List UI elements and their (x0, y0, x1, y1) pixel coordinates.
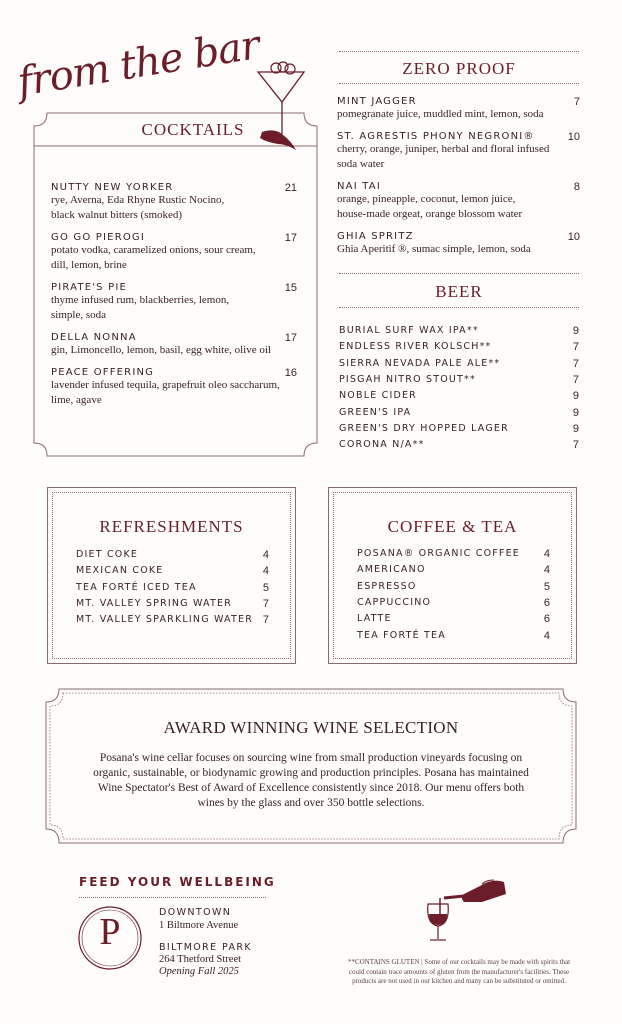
biltmore-address: 264 Thetford Street (159, 954, 242, 965)
cocktail-item (51, 282, 297, 322)
item-description: gin, Limoncello, lemon, basil, egg white, olive oil (51, 344, 271, 356)
wine-line: organic, sustainable, or biodynamic growing and production principles. Posana has maintained (93, 767, 529, 779)
coffee-tea-item (357, 581, 550, 592)
row-name: SIERRA NEVADA PALE ALE** (339, 357, 501, 369)
footer-rule (79, 897, 266, 898)
item-price: 8 (573, 181, 580, 193)
wine-title: AWARD WINNING WINE SELECTION (163, 718, 459, 737)
coffee-tea-item (357, 613, 550, 624)
biltmore-opening: Opening Fall 2025 (159, 966, 239, 977)
row-price: 7 (572, 373, 579, 386)
feed-your-wellbeing: FEED YOUR WELLBEING (79, 875, 276, 889)
refreshment-item (76, 598, 269, 609)
row-price: 9 (572, 422, 579, 435)
item-price: 16 (284, 367, 297, 379)
wine-pour-icon (420, 876, 516, 946)
zero-proof-item (337, 231, 580, 257)
row-name: PISGAH NITRO STOUT** (339, 373, 476, 385)
item-price: 7 (573, 96, 580, 108)
wine-line: Wine Spectator's Best of Award of Excellence consistently since 2018. Our menu offers both (97, 782, 525, 794)
item-name: GHIA SPRITZ (337, 231, 414, 242)
beer-item (339, 374, 579, 385)
row-name: GREEN'S DRY HOPPED LAGER (339, 422, 509, 434)
row-name: GREEN'S IPA (339, 406, 412, 418)
row-name: MT. VALLEY SPRING WATER (76, 597, 233, 609)
item-price: 10 (567, 131, 580, 143)
row-name: POSANA® ORGANIC COFFEE (357, 548, 520, 559)
refreshment-item (76, 614, 269, 625)
item-price: 21 (284, 182, 297, 194)
row-price: 5 (543, 580, 550, 593)
downtown-address: 1 Biltmore Avenue (159, 920, 239, 931)
wine-line: wines by the glass and over 350 bottle selections. (197, 797, 425, 809)
item-description: potato vodka, caramelized onions, sour cream, (51, 244, 256, 256)
biltmore-label: BILTMORE PARK (159, 942, 253, 953)
row-name: DIET COKE (76, 549, 139, 560)
beer-item (339, 325, 579, 336)
wine-line: Posana's wine cellar focuses on sourcing wine from small production vineyards focusing on (99, 752, 523, 764)
item-name: NUTTY NEW YORKER (51, 182, 174, 193)
row-name: ENDLESS RIVER KOLSCH** (339, 341, 492, 353)
item-price: 10 (567, 231, 580, 243)
row-name: ESPRESSO (357, 580, 417, 592)
item-description: black walnut bitters (smoked) (51, 208, 183, 221)
wine-description (90, 751, 532, 811)
row-name: BURIAL SURF WAX IPA** (339, 325, 479, 336)
item-name: MINT JAGGER (337, 96, 417, 107)
gluten-note: **CONTAINS GLUTEN | Some of our cocktails may be made with spirits that could contain trace amounts of gluten from the manufacturer's facilities. These products are not used in our kitchen and many can be substituted or omitted. (347, 958, 571, 985)
zero-proof-top-rule (339, 51, 579, 52)
beer-top-rule (339, 273, 579, 274)
row-name: LATTE (357, 613, 392, 625)
coffee-tea-item (357, 630, 550, 641)
coffee-tea-item (357, 548, 550, 559)
row-name: CORONA N/A** (339, 439, 425, 451)
row-price: 7 (572, 357, 579, 370)
item-price: 17 (284, 332, 297, 344)
coffee-tea-item (357, 564, 550, 575)
cocktail-item (51, 232, 297, 272)
item-name: PIRATE'S PIE (51, 282, 127, 293)
row-name: MT. VALLEY SPARKLING WATER (76, 614, 254, 626)
item-description: lime, agave (51, 393, 102, 406)
row-name: TEA FORTÉ TEA (357, 629, 446, 641)
coffee-tea-title: COFFEE & TEA (387, 517, 518, 536)
row-price: 6 (543, 613, 550, 626)
zero-proof-item (337, 181, 580, 221)
beer-item (339, 358, 579, 369)
row-price: 4 (262, 549, 269, 561)
row-price: 7 (572, 439, 579, 452)
row-name: TEA FORTÉ ICED TEA (76, 581, 197, 593)
row-price: 7 (572, 341, 579, 354)
item-description: rye, Averna, Eda Rhyne Rustic Nocino, (51, 194, 225, 206)
item-name: ST. AGRESTIS PHONY NEGRONI® (337, 131, 535, 142)
row-name: NOBLE CIDER (339, 390, 417, 402)
item-description: cherry, orange, juniper, herbal and floral infused (337, 143, 550, 155)
beer-item (339, 390, 579, 401)
beer-bottom-rule (339, 307, 579, 308)
row-price: 7 (262, 597, 269, 610)
logo-letter: P (99, 911, 121, 953)
beer-item (339, 423, 579, 434)
item-name: NAI TAI (337, 181, 381, 192)
beer-item (339, 341, 579, 352)
zero-proof-bottom-rule (339, 83, 579, 84)
row-price: 9 (572, 406, 579, 419)
item-description: orange, pineapple, coconut, lemon juice, (337, 193, 516, 205)
row-price: 7 (262, 614, 269, 627)
zero-proof-item (337, 96, 580, 122)
refreshment-item (76, 549, 269, 560)
downtown-label: DOWNTOWN (159, 907, 232, 918)
cocktails-title: COCKTAILS (141, 120, 245, 139)
item-description: pomegranate juice, muddled mint, lemon, soda (337, 108, 544, 120)
row-price: 5 (262, 581, 269, 594)
row-name: MEXICAN COKE (76, 565, 164, 577)
row-name: CAPPUCCINO (357, 596, 432, 608)
row-price: 4 (543, 548, 550, 560)
item-price: 15 (284, 282, 297, 294)
item-name: PEACE OFFERING (51, 367, 155, 378)
item-description: Ghia Aperitif ®, sumac simple, lemon, soda (337, 243, 531, 255)
cocktail-item (51, 332, 297, 358)
row-price: 9 (572, 325, 579, 337)
item-description: house-made orgeat, orange blossom water (337, 207, 523, 220)
row-name: AMERICANO (357, 564, 426, 576)
item-description: lavender infused tequila, grapefruit oleo saccharum, (51, 379, 280, 391)
cocktail-item (51, 182, 297, 222)
zero-proof-item (337, 131, 580, 171)
cocktail-item (51, 367, 297, 407)
row-price: 4 (543, 564, 550, 577)
row-price: 6 (543, 596, 550, 609)
refreshment-item (76, 565, 269, 576)
item-description: dill, lemon, brine (51, 258, 127, 271)
row-price: 4 (262, 565, 269, 578)
beer-title: BEER (435, 282, 483, 301)
row-price: 9 (572, 390, 579, 403)
item-price: 17 (284, 232, 297, 244)
item-description: thyme infused rum, blackberries, lemon, (51, 294, 230, 306)
refreshment-item (76, 582, 269, 593)
item-name: GO GO PIEROGI (51, 232, 146, 243)
row-price: 4 (543, 629, 550, 642)
item-description: simple, soda (51, 308, 106, 321)
item-description: soda water (337, 157, 385, 170)
refreshments-title: REFRESHMENTS (99, 517, 244, 536)
item-name: DELLA NONNA (51, 332, 137, 343)
beer-item (339, 407, 579, 418)
zero-proof-title: ZERO PROOF (402, 59, 516, 78)
beer-item (339, 439, 579, 450)
from-the-bar-script: from the bar (14, 22, 263, 106)
coffee-tea-item (357, 597, 550, 608)
